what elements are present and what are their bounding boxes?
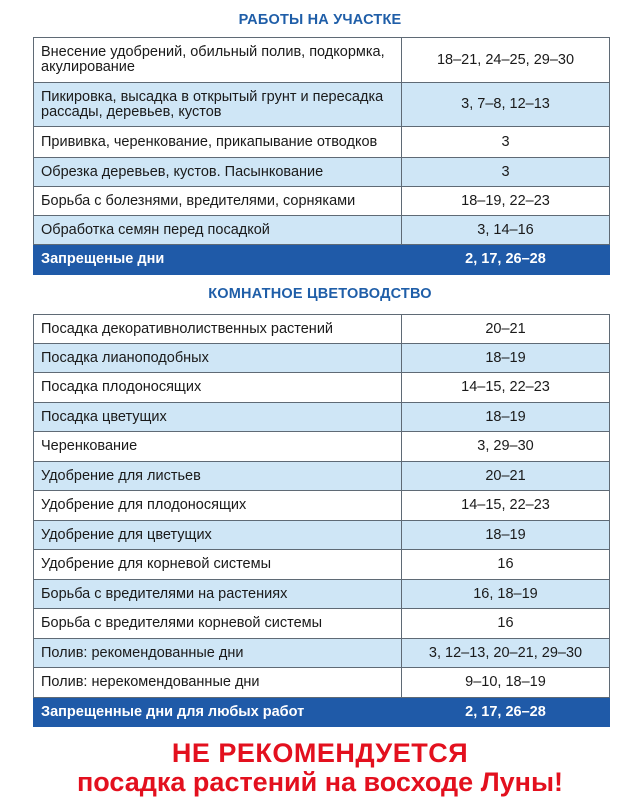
table-row: [34, 639, 610, 668]
banned-days: 2, 17, 26–28: [402, 698, 610, 727]
table-row: [34, 216, 610, 245]
table-row: [34, 158, 610, 187]
task-cell: Посадка плодоносящих: [34, 373, 402, 403]
warning-heading: НЕ РЕКОМЕНДУЕТСЯ: [171, 738, 469, 768]
indoor-flowers-table: [33, 314, 610, 727]
section-title-indoor: КОМНАТНОЕ ЦВЕТОВОДСТВО: [208, 286, 432, 302]
days-cell: 18–19: [402, 521, 610, 550]
days-cell: 18–21, 24–25, 29–30: [402, 38, 610, 83]
banned-label: Запрещеные дни: [34, 245, 402, 275]
task-cell: Посадка декоративнолиственных растений: [34, 315, 402, 344]
table-row: [34, 609, 610, 639]
warning-text: посадка растений на восходе Луны!: [76, 767, 564, 797]
table-row: [34, 462, 610, 491]
days-cell: 20–21: [402, 462, 610, 491]
banned-days-row: [34, 245, 610, 275]
table-row: [34, 491, 610, 521]
task-cell: Удобрение для цветущих: [34, 521, 402, 550]
days-cell: 3: [402, 127, 610, 158]
days-cell: 3, 7–8, 12–13: [402, 83, 610, 127]
task-cell: Пикировка, высадка в открытый грунт и пересадка рассады, деревьев, кустов: [34, 83, 402, 127]
task-cell: Черенкование: [34, 432, 402, 462]
task-cell: Внесение удобрений, обильный полив, подкормка, акулирование: [34, 38, 402, 83]
task-cell: Посадка цветущих: [34, 403, 402, 432]
table-row: [34, 38, 610, 83]
days-cell: 9–10, 18–19: [402, 668, 610, 698]
task-cell: Полив: рекомендованные дни: [34, 639, 402, 668]
garden-work-table: [33, 37, 610, 275]
banned-label: Запрещенные дни для любых работ: [34, 698, 402, 727]
days-cell: 14–15, 22–23: [402, 491, 610, 521]
task-cell: Борьба с вредителями корневой системы: [34, 609, 402, 639]
days-cell: 14–15, 22–23: [402, 373, 610, 403]
days-cell: 18–19: [402, 403, 610, 432]
task-cell: Посадка лианоподобных: [34, 344, 402, 373]
task-cell: Обработка семян перед посадкой: [34, 216, 402, 245]
days-cell: 3, 12–13, 20–21, 29–30: [402, 639, 610, 668]
table-row: [34, 373, 610, 403]
task-cell: Удобрение для листьев: [34, 462, 402, 491]
task-cell: Удобрение для корневой системы: [34, 550, 402, 580]
table-row: [34, 187, 610, 216]
task-cell: Борьба с вредителями на растениях: [34, 580, 402, 609]
task-cell: Полив: нерекомендованные дни: [34, 668, 402, 698]
banned-days: 2, 17, 26–28: [402, 245, 610, 275]
table-row: [34, 580, 610, 609]
table-row: [34, 315, 610, 344]
task-cell: Борьба с болезнями, вредителями, сорняками: [34, 187, 402, 216]
table-row: [34, 432, 610, 462]
task-cell: Удобрение для плодоносящих: [34, 491, 402, 521]
days-cell: 3: [402, 158, 610, 187]
table-row: [34, 668, 610, 698]
days-cell: 16, 18–19: [402, 580, 610, 609]
banned-days-row: [34, 698, 610, 727]
days-cell: 16: [402, 609, 610, 639]
table-row: [34, 550, 610, 580]
task-cell: Обрезка деревьев, кустов. Пасынкование: [34, 158, 402, 187]
days-cell: 3, 14–16: [402, 216, 610, 245]
days-cell: 16: [402, 550, 610, 580]
days-cell: 20–21: [402, 315, 610, 344]
days-cell: 3, 29–30: [402, 432, 610, 462]
days-cell: 18–19, 22–23: [402, 187, 610, 216]
table-row: [34, 127, 610, 158]
table-row: [34, 83, 610, 127]
days-cell: 18–19: [402, 344, 610, 373]
section-title-garden: РАБОТЫ НА УЧАСТКЕ: [238, 12, 402, 28]
task-cell: Прививка, черенкование, прикапывание отводков: [34, 127, 402, 158]
table-row: [34, 403, 610, 432]
table-row: [34, 521, 610, 550]
table-row: [34, 344, 610, 373]
